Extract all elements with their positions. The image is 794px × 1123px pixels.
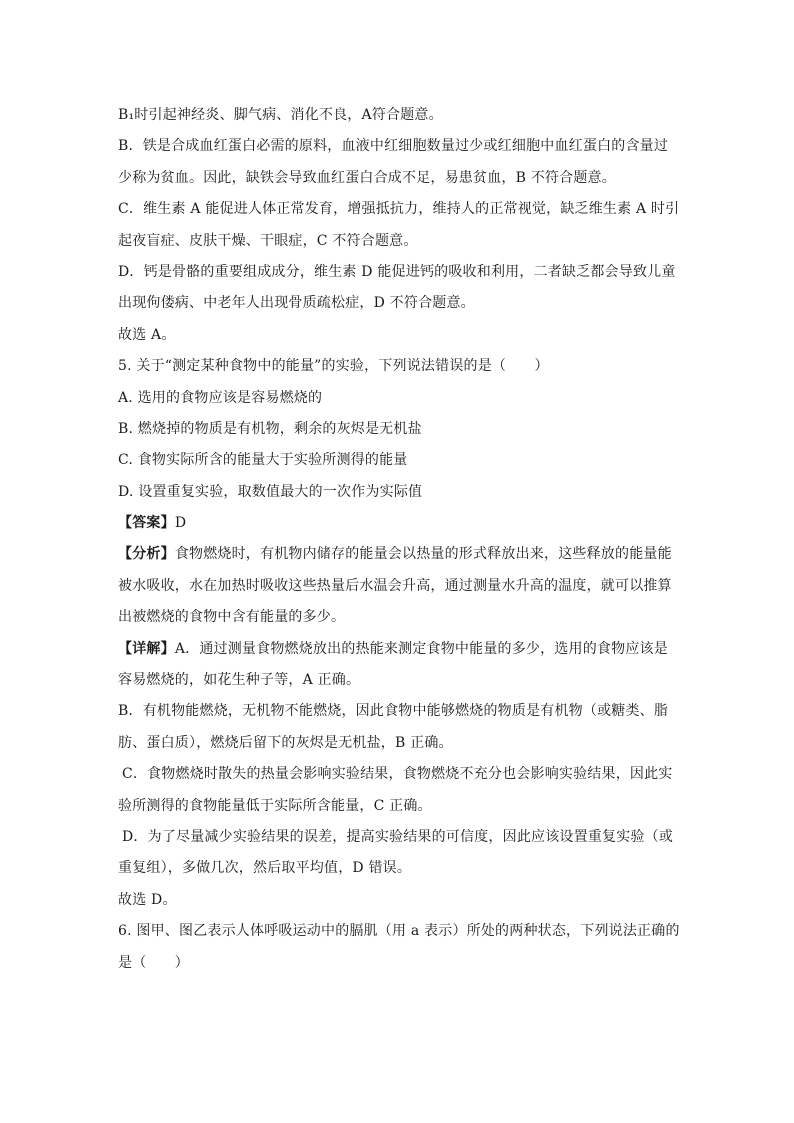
text-line: 被水吸收，水在加热时吸收这些热量后水温会升高，通过测量水升高的温度，就可以推算 (118, 577, 672, 594)
text-line: B₁时引起神经炎、脚气病、消化不良，A符合题意。 (118, 107, 443, 123)
text-line: B．铁是合成血红蛋白必需的原料，血液中红细胞数量过少或红细胞中血红蛋白的含量过 (118, 138, 669, 155)
question-6-stem-continued: 是（ ） (118, 954, 189, 971)
detail-line: 【详解】A．通过测量食物燃烧放出的热能来测定食物中能量的多少，选用的食物应该是 (118, 640, 668, 657)
question-5-stem: 5. 关于“测定某种食物中的能量”的实验，下列说法错误的是（ ） (118, 358, 549, 375)
text-line: 出被燃烧的食物中含有能量的多少。 (118, 609, 346, 626)
analysis-tag: 【分析】 (118, 546, 175, 563)
detail-tag: 【详解】 (118, 640, 175, 657)
analysis-line: 【分析】食物燃烧时，有机物内储存的能量会以热量的形式释放出来，这些释放的能量能 (118, 546, 672, 563)
text-line: 出现佝偻病、中老年人出现骨质疏松症，D 不符合题意。 (118, 295, 475, 312)
conclusion-line: 故选 A。 (118, 326, 176, 343)
document-page (118, 100, 678, 979)
question-6-stem: 6. 图甲、图乙表示人体呼吸运动中的膈肌（用 a 表示）所处的两种状态，下列说法正确的 (118, 923, 680, 940)
text-line: C．食物燃烧时散失的热量会影响实验结果，食物燃烧不充分也会影响实验结果，因此实 (122, 766, 673, 783)
text-line: 验所测得的食物能量低于实际所含能量，C 正确。 (118, 797, 432, 814)
question-5-option-a: A. 选用的食物应该是容易燃烧的 (118, 389, 323, 406)
text-line: D．为了尽量减少实验结果的误差，提高实验结果的可信度，因此应该设置重复实验（或 (122, 828, 674, 845)
text-line: 肪、蛋白质），燃烧后留下的灰烬是无机盐，B 正确。 (118, 734, 453, 751)
question-5-option-c: C. 食物实际所含的能量大于实验所测得的能量 (118, 452, 408, 469)
answer-line: 【答案】D (118, 515, 187, 532)
conclusion-line: 故选 D。 (118, 891, 177, 908)
text-line: D．钙是骨骼的重要组成成分，维生素 D 能促进钙的吸收和利用，二者缺乏都会导致儿童 (118, 263, 676, 280)
question-5-option-b: B. 燃烧掉的物质是有机物，剩余的灰烬是无机盐 (118, 420, 422, 437)
answer-tag: 【答案】 (118, 515, 175, 532)
text-line: 容易燃烧的，如花生种子等，A 正确。 (118, 672, 361, 689)
question-5-option-d: D. 设置重复实验，取数值最大的一次作为实际值 (118, 483, 423, 500)
text-line: 少称为贫血。因此，缺铁会导致血红蛋白合成不足，易患贫血，B 不符合题意。 (118, 169, 616, 186)
text-line: 起夜盲症、皮肤干燥、干眼症，C 不符合题意。 (118, 232, 418, 249)
text-line: C．维生素 A 能促进人体正常发育，增强抵抗力，维持人的正常视觉，缺乏维生素 A 时引 (118, 201, 680, 218)
text-line: B．有机物能燃烧，无机物不能燃烧，因此食物中能够燃烧的物质是有机物（或糖类、脂 (118, 703, 669, 720)
text-line: 重复组），多做几次，然后取平均值，D 错误。 (118, 860, 412, 877)
